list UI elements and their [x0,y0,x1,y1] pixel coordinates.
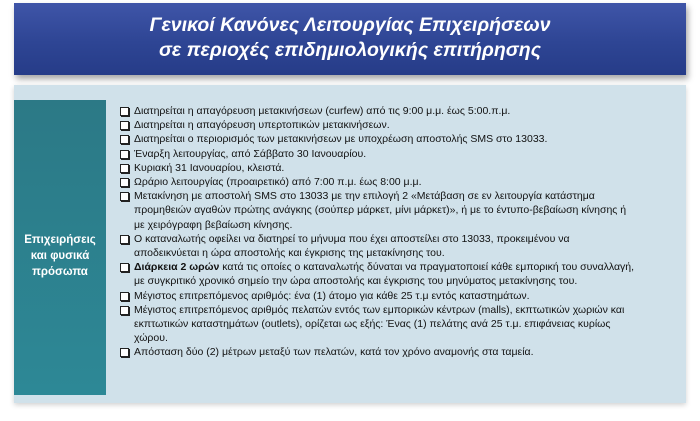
rule-text: Απόσταση δύο (2) μέτρων μεταξύ των πελατών, κατά τον χρόνο αναμονής στα ταμεία. [134,346,534,359]
rule-line [134,132,682,146]
rule-text: Διατηρείται η απαγόρευση υπερτοπικών μετακινήσεων. [134,119,390,132]
rule-item [116,189,682,232]
checkbox-bullet-icon [120,121,129,130]
checkbox-bullet-icon [120,235,129,244]
category-label-line-3: πρόσωπα [32,266,88,278]
rule-item [116,260,682,288]
rule-text: εκπτωτικών καταστημάτων (outlets), ορίζεται ως εξής: Ένας (1) πελάτης ανά 25 τ.μ. επιφάνειας κυρίως [134,318,611,331]
category-label-line-2: και φυσικά [30,250,90,262]
rule-line [134,331,682,345]
rule-item [116,118,682,132]
rule-item [116,132,682,146]
checkbox-bullet-icon [120,192,129,201]
rule-line [134,175,682,189]
rule-line [134,118,682,132]
rule-line [134,317,682,331]
rule-line [134,147,682,161]
title-line-2: σε περιοχές επιδημιολογικής επιτήρησης [158,39,541,61]
rule-item [116,289,682,303]
rule-text: χώρου. [134,332,168,345]
rule-line [134,104,682,118]
category-label [14,232,106,280]
rule-text: κατά τις οποίες ο καταναλωτής δύναται να πραγματοποιεί κάθε εμπορική του συναλλαγή, [219,261,635,274]
title-banner [14,3,686,75]
rule-text: Ωράριο λειτουργίας (προαιρετικό) από 7:00 π.μ. έως 8:00 μ.μ. [134,176,422,189]
checkbox-bullet-icon [120,107,129,116]
rule-item [116,147,682,161]
rule-line [134,232,682,246]
rule-text: Διατηρείται ο περιορισμός των μετακινήσεων με υποχρέωση αποστολής SMS στο 13033. [134,133,548,146]
rule-item [116,232,682,260]
title-line-1: Γενικοί Κανόνες Λειτουργίας Επιχειρήσεων [149,14,551,36]
rule-line [134,303,682,317]
rule-text: Μέγιστος επιτρεπόμενος αριθμός πελατών εντός των εμπορικών κέντρων (malls), εκπτωτικών χωριών και [134,303,625,316]
rule-line [134,345,682,359]
rule-text: Μέγιστος επιτρεπόμενος αριθμός: ένα (1) άτομο για κάθε 25 τ.μ εντός καταστημάτων. [134,289,530,302]
rule-text: Διατηρείται η απαγόρευση μετακινήσεων (curfew) από τις 9:00 μ.μ. έως 5:00.π.μ. [134,105,511,117]
checkbox-bullet-icon [120,150,129,159]
rule-line [134,274,682,288]
rule-line [134,260,682,274]
checkbox-bullet-icon [120,292,129,301]
rule-line [134,289,682,303]
rule-text: προμηθειών αγαθών πρώτης ανάγκης (σούπερ μάρκετ, μίνι μάρκετ)», ή με το έντυπο-βεβαίωση κίνησης ή [134,204,627,217]
checkbox-bullet-icon [120,164,129,173]
rule-item [116,303,682,346]
rules-list [116,104,682,360]
rule-line [134,218,682,232]
rule-item [116,104,682,118]
checkbox-bullet-icon [120,348,129,357]
checkbox-bullet-icon [120,263,129,272]
rule-item [116,345,682,359]
rule-text: Ο καταναλωτής οφείλει να διατηρεί το μήνυμα που έχει αποστείλει στο 13033, προκειμένου να [134,232,570,245]
rule-emphasis: Διάρκεια 2 ωρών [134,261,220,274]
rule-line [134,161,682,175]
rule-text: Κυριακή 31 Ιανουαρίου, κλειστά. [134,161,285,174]
rule-text: με συγκριτικό χρονικό σημείο την ώρα αποστολής και έγκρισης του μηνύματος μετακίνησης του. [134,275,578,288]
category-label-line-1: Επιχειρήσεις [24,234,96,246]
checkbox-bullet-icon [120,178,129,187]
rule-line [134,189,682,203]
rule-text: με χειρόγραφη βεβαίωση κίνησης. [134,218,293,231]
rule-line [134,246,682,260]
rule-text: Έναρξη λειτουργίας, από Σάββατο 30 Ιανουαρίου. [134,147,367,160]
rule-text: αποδεικνύεται η ώρα αποστολής και έγκρισης της μετακίνησης του. [134,247,445,260]
rule-item [116,175,682,189]
rule-item [116,161,682,175]
rule-text: Μετακίνηση με αποστολή SMS στο 13033 με την επιλογή 2 «Μετάβαση σε εν λειτουργία κατάστημα [134,190,595,203]
checkbox-bullet-icon [120,306,129,315]
rule-line [134,203,682,217]
checkbox-bullet-icon [120,135,129,144]
